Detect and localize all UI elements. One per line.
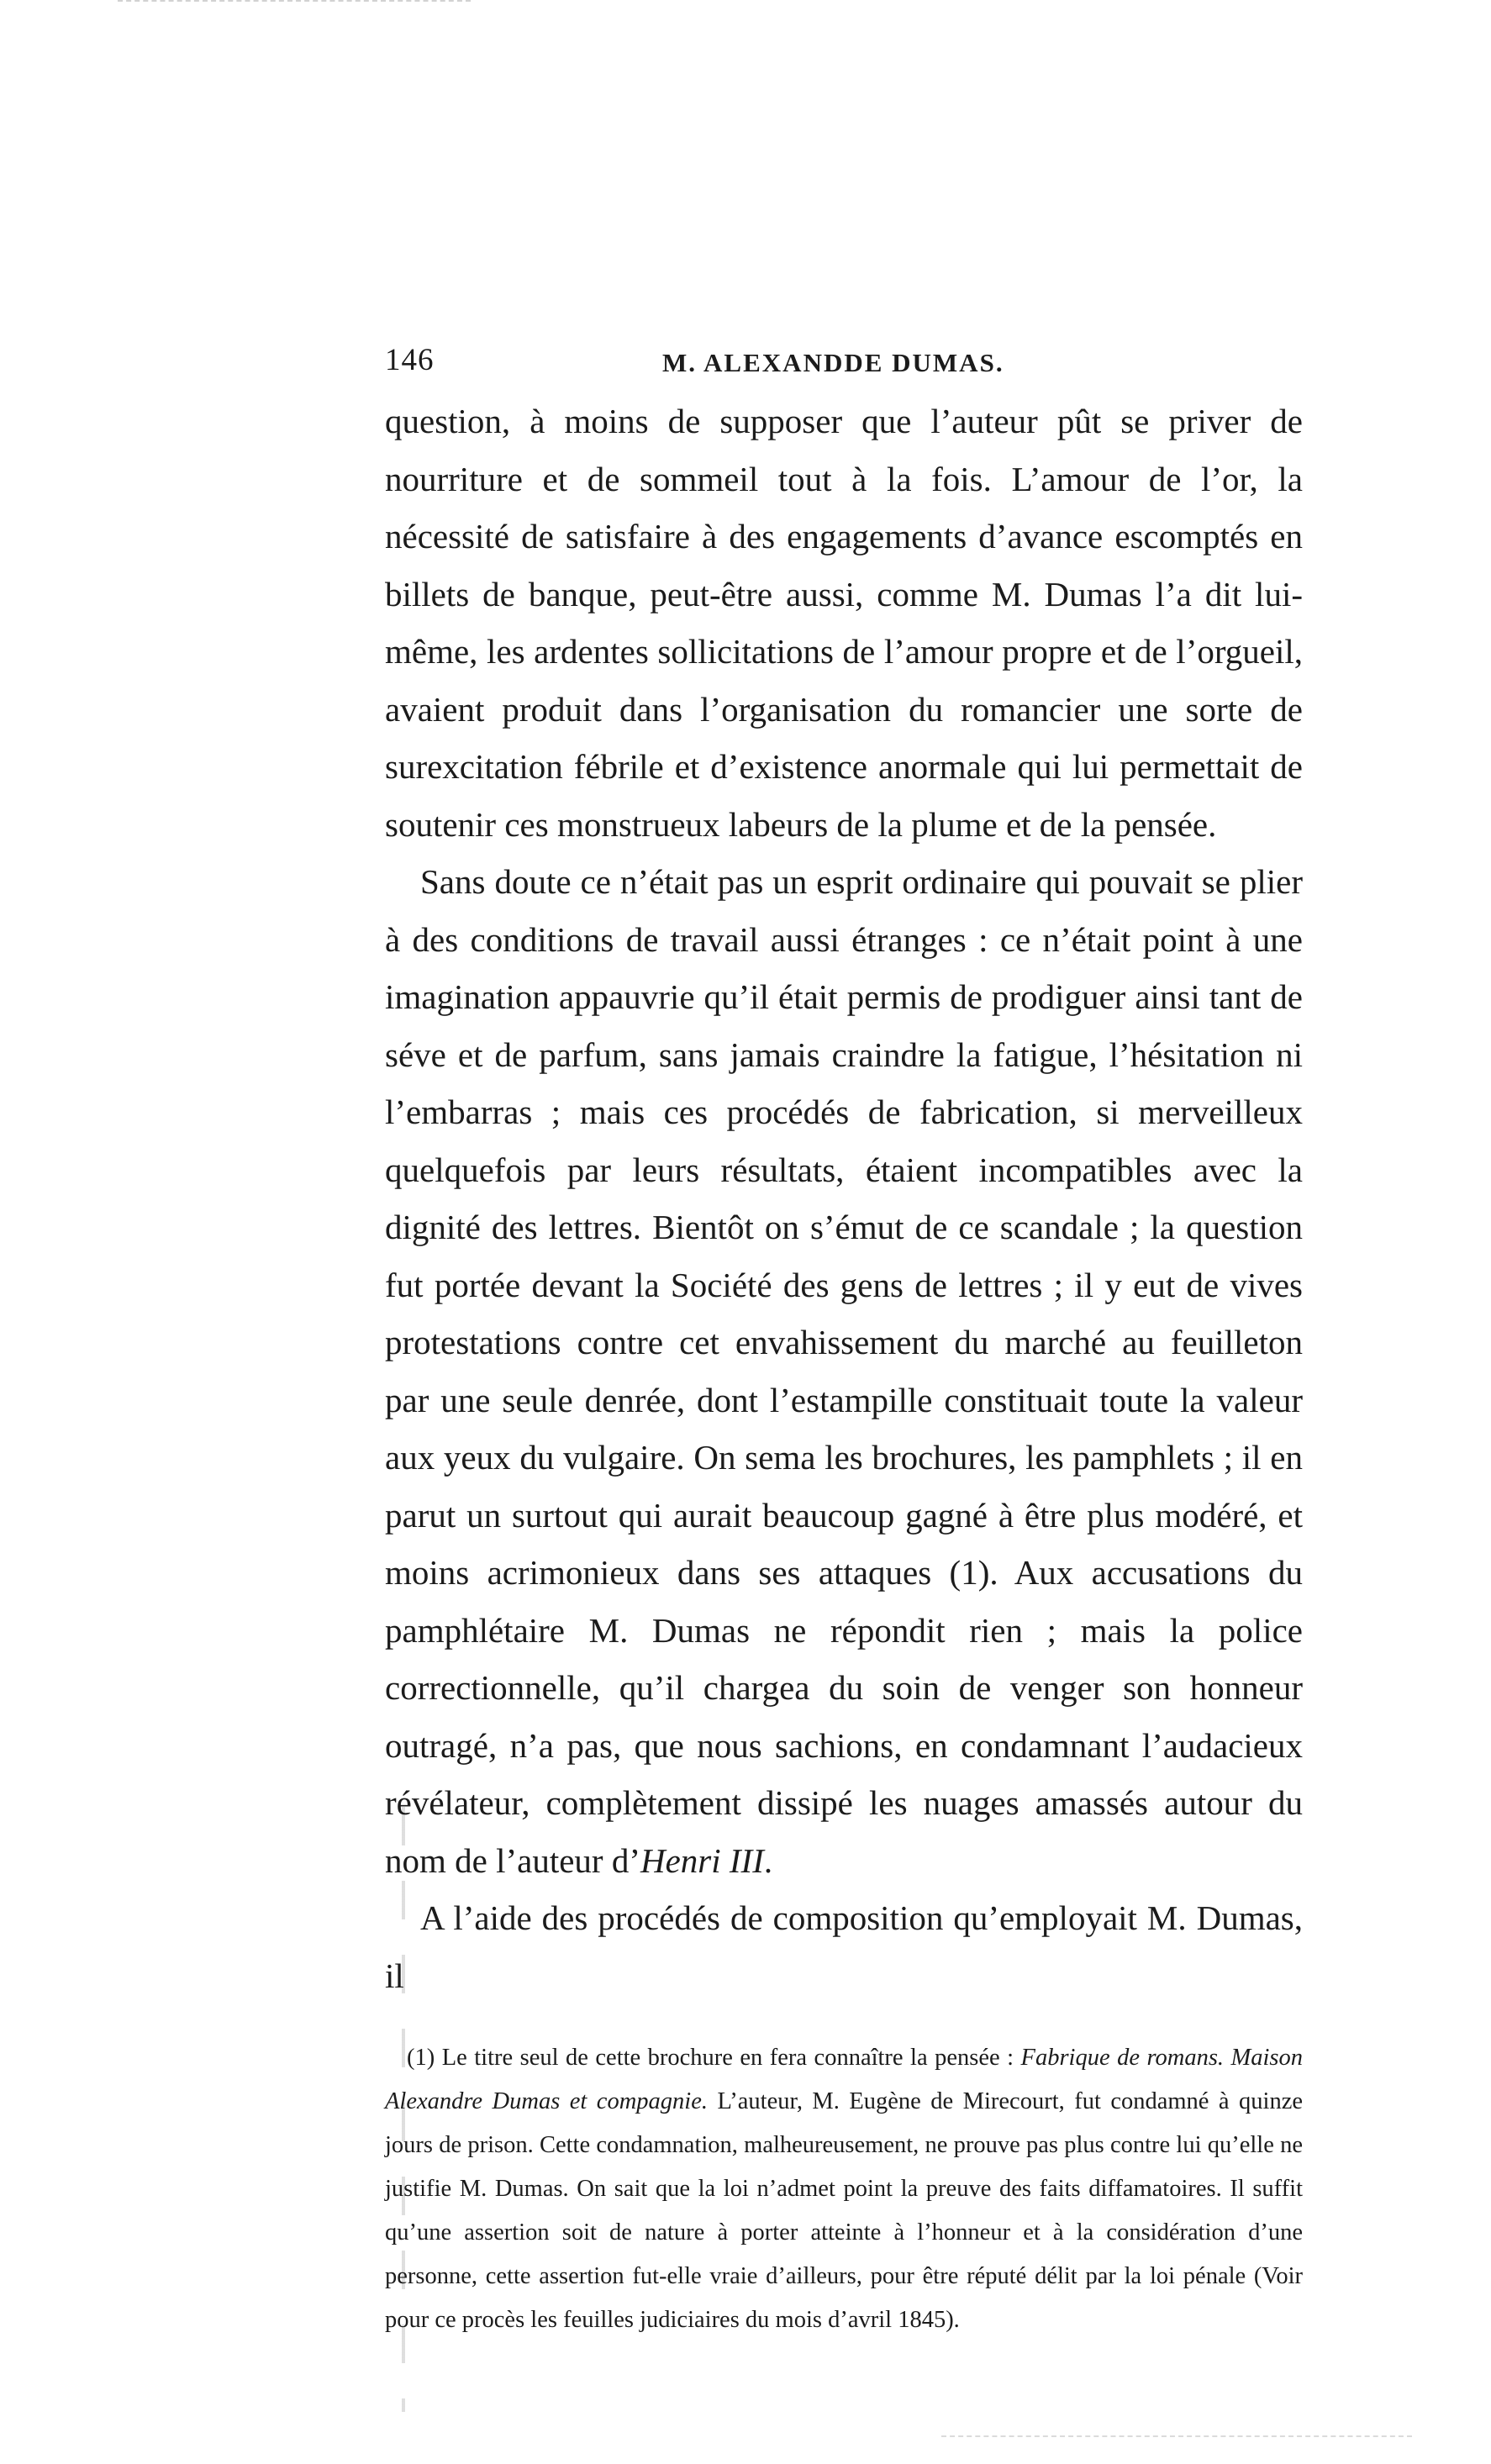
paragraph-scandal-ending: . [763, 1840, 773, 1880]
bottom-scan-marks [941, 2435, 1412, 2442]
book-page [385, 342, 1303, 2342]
top-scan-marks [118, 0, 471, 7]
paragraph-scandal [385, 853, 1303, 1889]
footnote-brochure-title: Fabrique de romans. Maison Alexandre Dumas et compagnie. [385, 2045, 1304, 2114]
running-title: M. ALEXANDDE DUMAS. [662, 348, 1004, 377]
footnote-marker: (1) [407, 2045, 435, 2071]
footnote-text: L’auteur, M. Eugène de Mirecourt, fut condamné à quinze jours de prison. Cette condamnation, malheureusement, ne prouve pas plus contre lui qu’elle ne justifie M. Dumas. On sait que la loi n’admet point la preuve des faits diffamatoires. Il suffit qu’une assertion soit de nature à porter atteinte à l’honneur et à la considération d’une personne, cette assertion fut-elle vraie d’ailleurs, pour être réputé délit par la loi pénale (Voir pour ce procès les feuilles judiciaires du mois d’avril 1845). [385, 2088, 1304, 2333]
main-text [385, 392, 1303, 2004]
page-header [385, 342, 1303, 391]
footnote-intro: Le titre seul de cette brochure en fera connaître la pensée : [441, 2045, 1014, 2071]
footnote [385, 2036, 1303, 2342]
work-title-henri-iii: Henri III [640, 1840, 764, 1880]
paragraph-next: A l’aide des procédés de composition qu’employait M. Dumas, il [385, 1898, 1303, 1995]
paragraph-scandal-text: Sans doute ce n’était pas un esprit ordinaire qui pouvait se plier à des conditions de travail aussi étranges : ce n’était point à une imagination appauvrie qu’il était permis de prodiguer ainsi tant de séve et de parfum, sans jamais craindre la fatigue, l’hésitation ni l’embarras ; mais ces procédés de fabrication, si merveilleux quelquefois par leurs résultats, étaient incompatibles avec la dignité des lettres. Bientôt on s’émut de ce scandale ; la question fut portée devant la Société des gens de lettres ; il y eut de vives protestations contre cet envahissement du marché au feuilleton par une seule denrée, dont l’estampille constituait toute la valeur aux yeux du vulgaire. On sema les brochures, les pamphlets ; il en parut un surtout qui aurait beaucoup gagné à être plus modéré, et moins acrimonieux dans ses attaques (1). Aux accusations du pamphlétaire M. Dumas ne répondit rien ; mais la police correctionnelle, qu’il chargea du soin de venger son honneur outragé, n’a pas, que nous sachions, en condamnant l’audacieux révélateur, complètement dissipé les nuages amassés autour du nom de l’auteur d’ [385, 862, 1303, 1880]
page-number: 146 [385, 343, 435, 377]
footnote-paragraph [385, 2036, 1303, 2342]
paragraph-continuation: question, à moins de supposer que l’auteur pût se priver de nourriture et de sommeil tout à la fois. L’amour de l’or, la nécessité de satisfaire à des engagements d’avance escomptés en billets de banque, peut-être aussi, comme M. Dumas l’a dit lui-même, les ardentes sollicitations de l’amour propre et de l’orgueil, avaient produit dans l’organisation du romancier une sorte de surexcitation fébrile et d’existence anormale qui lui permettait de soutenir ces monstrueux labeurs de la plume et de la pensée. [385, 402, 1303, 844]
